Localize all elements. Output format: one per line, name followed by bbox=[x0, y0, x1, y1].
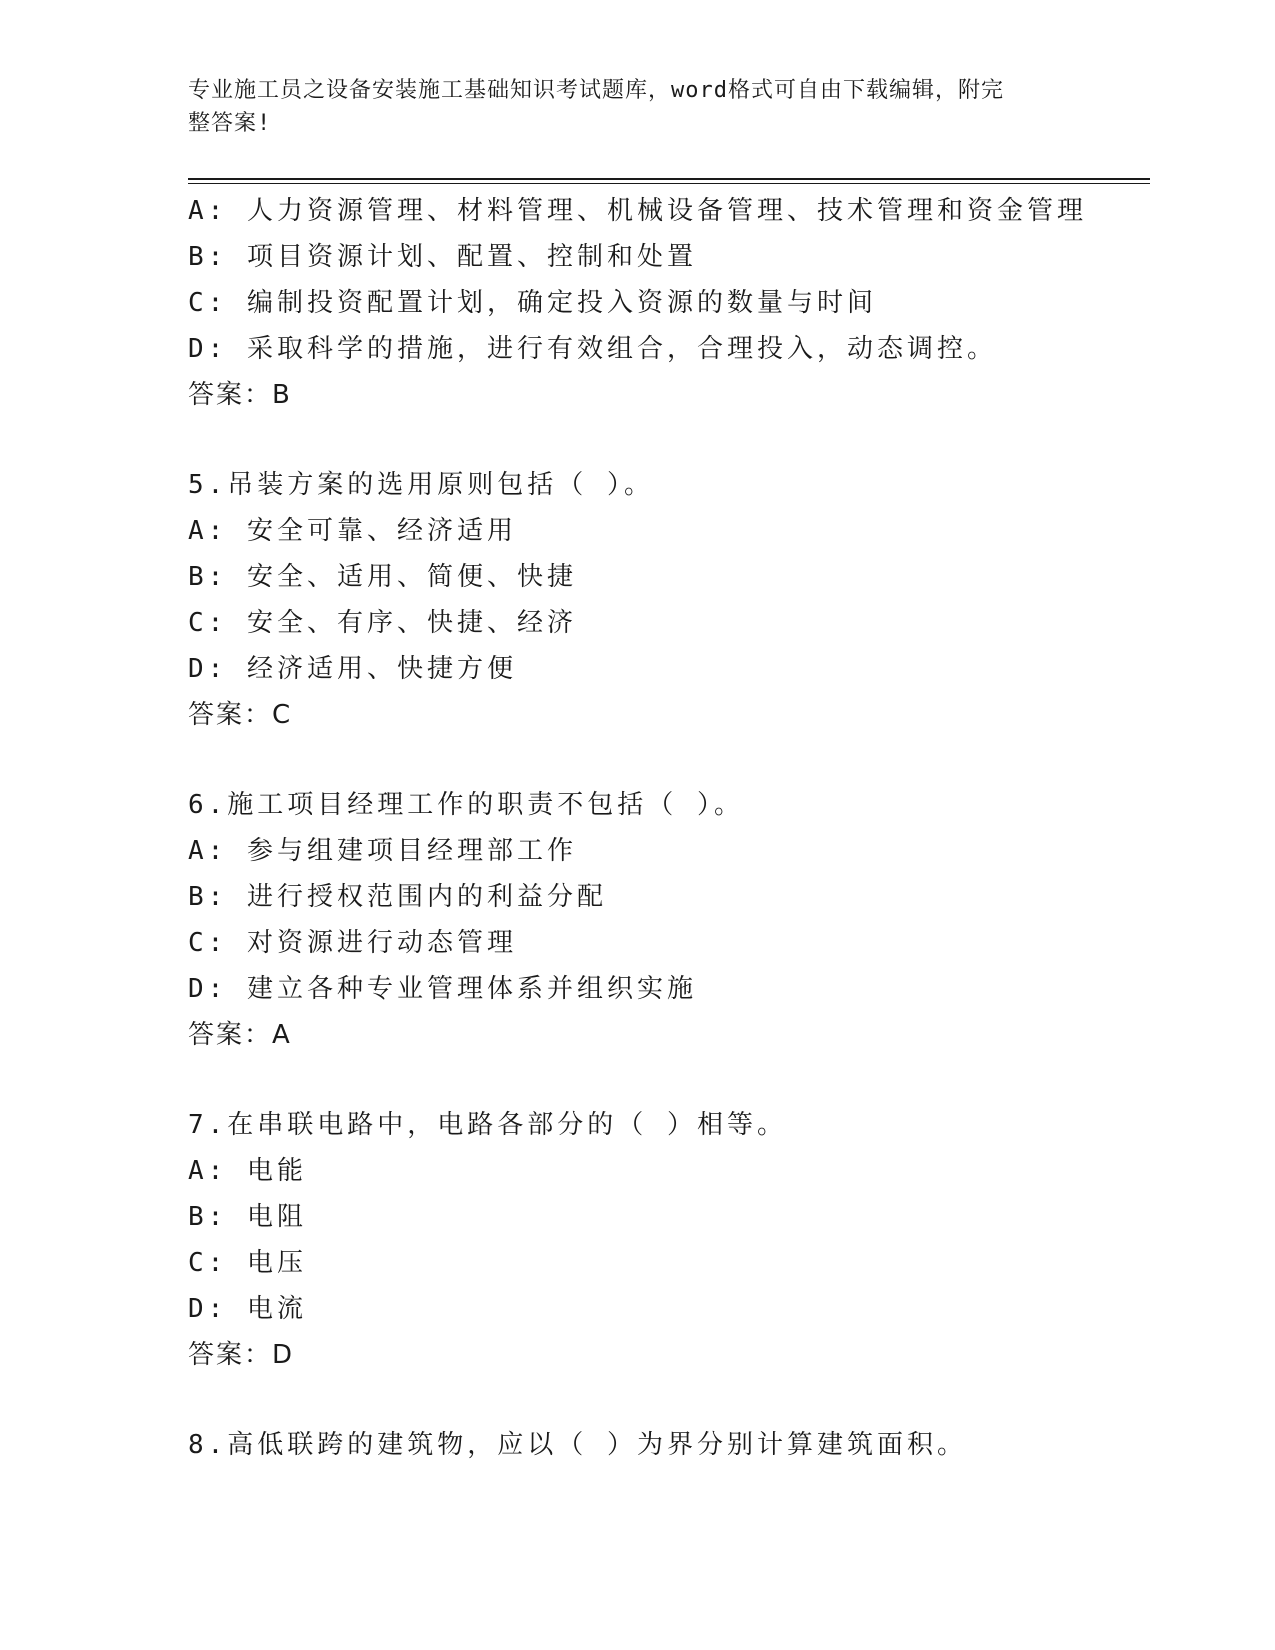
option-a: A: 人力资源管理、材料管理、机械设备管理、技术管理和资金管理 bbox=[188, 196, 1087, 226]
question-text: 6.施工项目经理工作的职责不包括（ ）。 bbox=[188, 790, 744, 820]
header-line-1: 专业施工员之设备安装施工基础知识考试题库，word格式可自由下载编辑，附完 bbox=[188, 78, 1004, 103]
option-c: C: 对资源进行动态管理 bbox=[188, 928, 517, 958]
option-c: C: 编制投资配置计划，确定投入资源的数量与时间 bbox=[188, 288, 877, 318]
question-8-block bbox=[188, 1422, 1128, 1468]
option-b: B: 进行授权范围内的利益分配 bbox=[188, 882, 607, 912]
question-6-block bbox=[188, 782, 1128, 1058]
answer-line: 答案：B bbox=[188, 380, 292, 410]
document-header bbox=[188, 74, 1068, 140]
option-a: A: 参与组建项目经理部工作 bbox=[188, 836, 577, 866]
question-4-block bbox=[188, 188, 1128, 418]
option-d: D: 电流 bbox=[188, 1294, 307, 1324]
option-a: A: 电能 bbox=[188, 1156, 307, 1186]
option-a: A: 安全可靠、经济适用 bbox=[188, 516, 517, 546]
option-d: D: 经济适用、快捷方便 bbox=[188, 654, 517, 684]
spacer bbox=[188, 738, 1128, 782]
option-d: D: 建立各种专业管理体系并组织实施 bbox=[188, 974, 697, 1004]
question-text: 8.高低联跨的建筑物，应以（ ）为界分别计算建筑面积。 bbox=[188, 1430, 967, 1460]
spacer bbox=[188, 1378, 1128, 1422]
question-text: 7.在串联电路中，电路各部分的（ ）相等。 bbox=[188, 1110, 787, 1140]
question-5-block bbox=[188, 462, 1128, 738]
option-c: C: 电压 bbox=[188, 1248, 307, 1278]
answer-line: 答案：C bbox=[188, 700, 293, 730]
question-7-block bbox=[188, 1102, 1128, 1378]
option-b: B: 电阻 bbox=[188, 1202, 307, 1232]
answer-line: 答案：D bbox=[188, 1340, 295, 1370]
option-d: D: 采取科学的措施，进行有效组合，合理投入，动态调控。 bbox=[188, 334, 997, 364]
answer-line: 答案：A bbox=[188, 1020, 292, 1050]
header-line-2: 整答案! bbox=[188, 111, 272, 136]
spacer bbox=[188, 1058, 1128, 1102]
header-divider-thin bbox=[188, 183, 1150, 184]
option-c: C: 安全、有序、快捷、经济 bbox=[188, 608, 577, 638]
question-list bbox=[188, 188, 1128, 1468]
question-text: 5.吊装方案的选用原则包括（ ）。 bbox=[188, 470, 654, 500]
option-b: B: 项目资源计划、配置、控制和处置 bbox=[188, 242, 697, 272]
header-divider-thick bbox=[188, 178, 1150, 180]
spacer bbox=[188, 418, 1128, 462]
option-b: B: 安全、适用、简便、快捷 bbox=[188, 562, 577, 592]
